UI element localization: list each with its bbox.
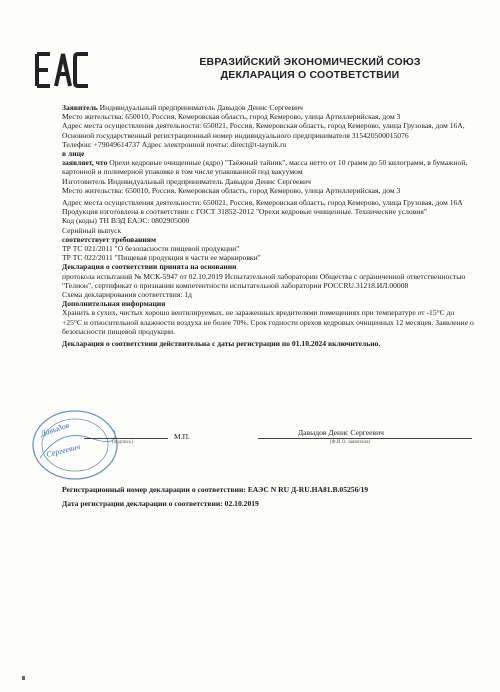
registration-block bbox=[62, 483, 474, 511]
applicant-value: Индивидуальный предприниматель Давыдов Денис Сергеевич bbox=[97, 103, 303, 112]
in-person-label: в лице bbox=[62, 149, 85, 159]
document-header bbox=[150, 56, 470, 82]
signer-name: Давыдов Денис Сергеевич bbox=[298, 428, 384, 437]
extra-label: Дополнительная информация bbox=[62, 299, 166, 309]
applicant-label: Заявитель bbox=[62, 103, 98, 112]
registration-number-label: Регистрационный номер декларации о соответствии: bbox=[62, 485, 246, 494]
header-title: ДЕКЛАРАЦИЯ О СООТВЕТСТВИИ bbox=[220, 69, 400, 81]
extra-text: Хранить в сухих, чистых хорошо вентилируемых, не зараженных вредителями помещениях при температуре от -15°С до +25°С и относительной влажности воздуха не более 70%. Срок годности орехов кедровых очищенных 12 месяцев. Заявление о безопасности пищевой продукции. bbox=[62, 308, 474, 336]
registration-date-line bbox=[62, 497, 474, 511]
basis-label: Декларация о соответствии принята на основании bbox=[62, 262, 237, 272]
scheme-line: Схема декларирования соответствия: 1д bbox=[62, 290, 192, 300]
registration-date: 02.10.2019 bbox=[224, 499, 259, 508]
applicant-activity: Адрес места осуществления деятельности: 650021, Россия, Кемеровская область, город Кемерово, улица Грузовая, дом 16А, Основной государственный регистрационный номер индивидуального предпринимателя 315420500015076 bbox=[62, 121, 465, 140]
basis-text: протокола испытаний № МСК-5947 от 02.10.2019 Испытательной лаборатории Общества с ограниченной ответственностью "Гелион", сертификат о признании компетентности испытательной лаборатории РОССRU.31218.ИЛ.00008 bbox=[62, 271, 466, 290]
manufacturer-activity: Адрес места осуществления деятельности: 650021, Россия, Кемеровская область, город Кемерово, улица Грузовая, дом 16А bbox=[62, 198, 463, 208]
applicant-contacts: Телефон: +79049614737 Адрес электронной почты: direct@t-taynik.ru bbox=[62, 139, 287, 149]
name-caption: (Ф.И.О. заявителя) bbox=[330, 440, 371, 445]
header-union: ЕВРАЗИЙСКИЙ ЭКОНОМИЧЕСКИЙ СОЮЗ bbox=[199, 56, 421, 68]
code-line: Код (коды) ТН ВЭД ЕАЭС: 0802905000 bbox=[62, 216, 190, 226]
registration-number-line bbox=[62, 483, 474, 497]
release-line: Серийный выпуск bbox=[62, 225, 122, 235]
eac-logo-icon bbox=[34, 52, 90, 88]
declares-value: Орехи кедровые очищенные (ядро) "Таёжный тайник", масса нетто от 10 грамм до 50 килограмм, в бумажной, картонной и полимерной упаковке в том числе упакованной под вакуумом bbox=[62, 158, 468, 177]
scan-mark bbox=[22, 676, 25, 680]
requirement-item: ТР ТС 022/2011 "Пищевая продукция в части ее маркировки" bbox=[62, 253, 261, 263]
name-line bbox=[258, 438, 472, 439]
stamp-text-2: Сергеевич bbox=[45, 441, 82, 460]
declares-line bbox=[62, 158, 474, 176]
signature-row bbox=[62, 426, 474, 450]
manufacturer-residence: Место жительства: 650010, Россия, Кемеровская область, город Кемерово, улица Артиллерийская, дом 3 bbox=[62, 185, 401, 195]
registration-date-label: Дата регистрации декларации о соответствии: bbox=[62, 499, 223, 508]
signature-caption: (подпись) bbox=[112, 440, 133, 445]
validity-line: Декларация о соответствии действительна с даты регистрации по 01.10.2024 включительно. bbox=[62, 339, 381, 349]
manufacturer-line: Изготовитель Индивидуальный предприниматель Давыдов Денис Сергеевич bbox=[62, 176, 311, 186]
registration-number: ЕАЭС N RU Д-RU.HA81.B.05256/19 bbox=[247, 485, 369, 494]
requirement-item: ТР ТС 021/2011 "О безопасности пищевой продукции" bbox=[62, 244, 240, 254]
declares-label: заявляет, что bbox=[62, 158, 108, 168]
stamp-text-1: Давыдов bbox=[39, 420, 71, 439]
requirements-label: соответствует требованиям bbox=[62, 234, 157, 244]
standard-line: Продукция изготовлена в соответствии с ГОСТ 31852-2012 "Орехи кедровые очищенные. Технические условия" bbox=[62, 207, 427, 217]
mp-label: М.П. bbox=[174, 432, 191, 441]
declaration-body bbox=[62, 103, 474, 348]
applicant-residence: Место жительства: 650010, Россия, Кемеровская область, город Кемерово, улица Артиллерийская, дом 3 bbox=[62, 112, 401, 122]
signature-line bbox=[84, 438, 168, 439]
applicant-line bbox=[62, 103, 474, 112]
